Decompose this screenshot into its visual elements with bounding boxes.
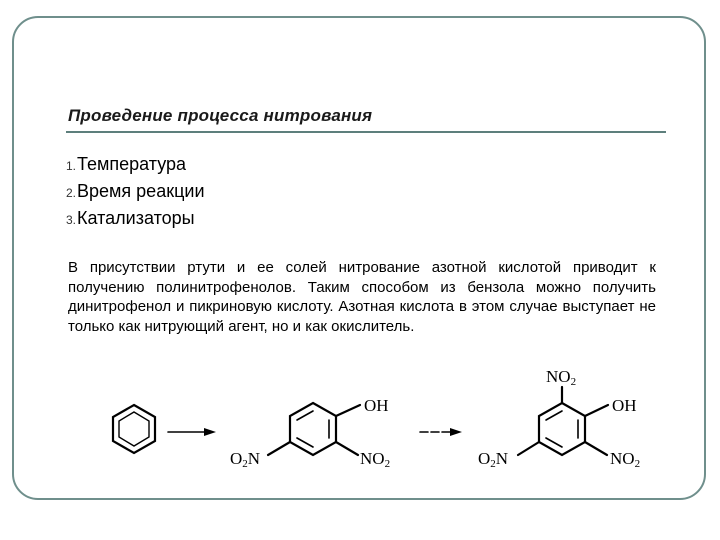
conditions-list [66,152,205,233]
list-item-label: Время реакции [77,181,205,201]
body-paragraph: В присутствии ртути и ее солей нитрование азотной кислотой приводит к получению полинитрофенолов. Таким способом из бензола можно получить динитрофенол и пикриновую кислоту. Азотная кислота в этом случае выступает не только как нитрующий агент, но и как окислитель. [68,259,656,335]
nitro-label: NO2 [610,449,641,470]
list-item [66,152,205,179]
list-item-number: 3. [66,213,77,227]
list-item [66,179,205,206]
nitro-label: NO2 [360,449,391,470]
reaction-scheme [90,365,690,485]
hydroxyl-label: OH [364,396,389,415]
picric-acid-ring [518,387,608,455]
list-item-label: Катализаторы [77,208,195,228]
nitro-label-top: NO2 [546,367,577,388]
reaction-arrow [420,428,462,436]
list-item-number: 2. [66,186,77,200]
list-item [66,206,205,233]
benzene-ring [113,405,155,453]
nitro-label-left: O2N [478,449,509,470]
dinitrophenol-ring [268,403,360,455]
slide-title: Проведение процесса нитрования [68,106,373,125]
title-underline [66,131,666,133]
list-item-number: 1. [66,159,77,173]
list-item-label: Температура [77,154,187,174]
hydroxyl-label: OH [612,396,637,415]
nitro-label-left: O2N [230,449,261,470]
reaction-arrow [168,428,216,436]
